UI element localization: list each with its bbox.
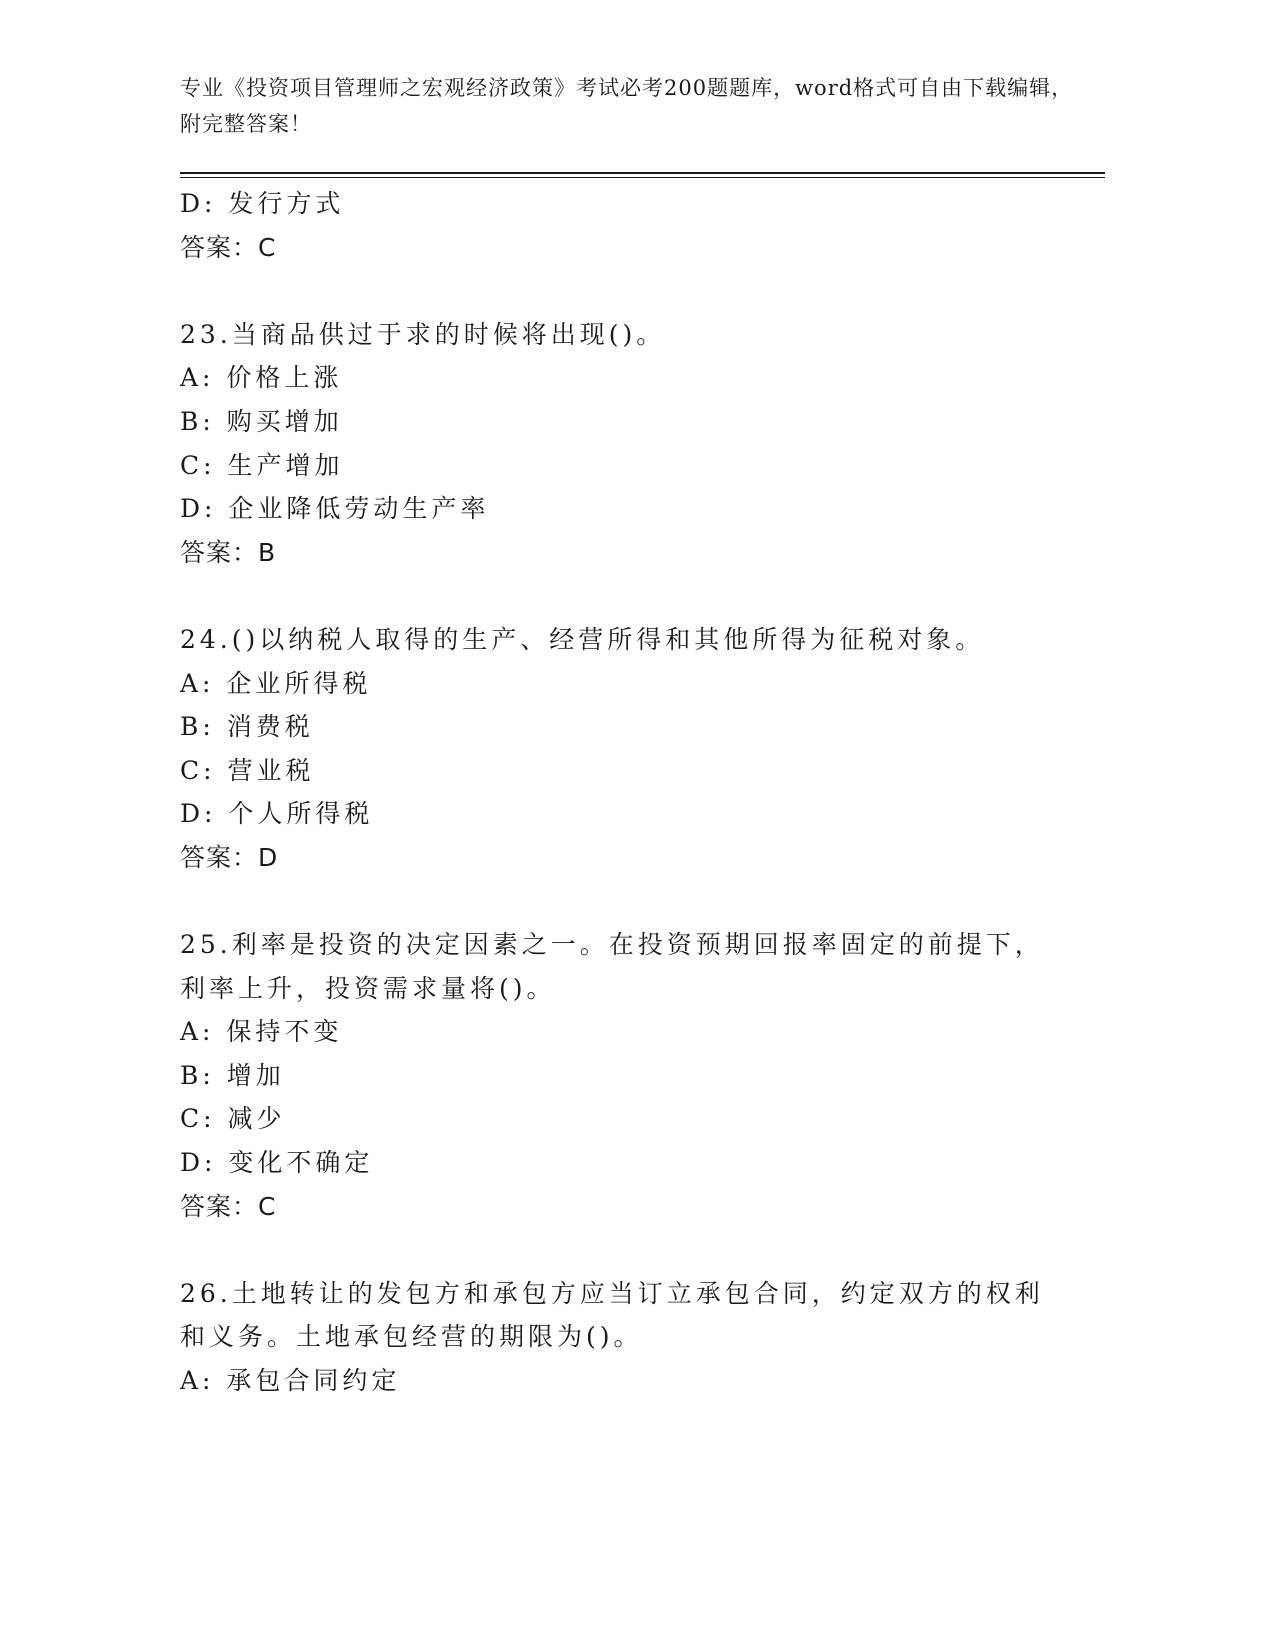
option-c: C: 生产增加: [180, 450, 344, 480]
option-a: A: 承包合同约定: [180, 1366, 401, 1396]
spacer: [180, 880, 1060, 924]
answer: 答案：C: [180, 232, 277, 262]
question-stem: 24.()以纳税人取得的生产、经营所得和其他所得为征税对象。: [180, 624, 985, 654]
option-d: D: 个人所得税: [180, 799, 374, 829]
question-stem: 23.当商品供过于求的时候将出现()。: [180, 319, 666, 349]
option-b: B: 增加: [180, 1060, 285, 1090]
option-d: D: 发行方式: [180, 189, 345, 218]
option-a: A: 企业所得税: [180, 668, 372, 698]
spacer: [180, 269, 1060, 313]
option-d: D: 企业降低劳动生产率: [180, 494, 490, 524]
option-c: C: 减少: [180, 1104, 286, 1134]
document-header: 专业《投资项目管理师之宏观经济政策》考试必考200题题库，word格式可自由下载编辑，附完整答案！: [180, 76, 1074, 136]
question-23: [180, 313, 1060, 575]
option-c: C: 营业税: [180, 755, 315, 785]
option-b: B: 消费税: [180, 712, 314, 742]
question-stem: 25.利率是投资的决定因素之一。在投资预期回报率固定的前提下，利率上升，投资需求量将()。: [180, 930, 1044, 1003]
question-list: [180, 182, 1060, 1403]
option-b: B: 购买增加: [180, 406, 343, 436]
answer: 答案：B: [180, 537, 277, 567]
answer: 答案：C: [180, 1191, 277, 1221]
spacer: [180, 1228, 1060, 1272]
question-stem: 26.土地转让的发包方和承包方应当订立承包合同，约定双方的权利和义务。土地承包经营的期限为()。: [180, 1278, 1044, 1352]
option-a: A: 价格上涨: [180, 363, 343, 393]
option-d: D: 变化不确定: [180, 1148, 374, 1178]
answer: 答案：D: [180, 842, 279, 872]
header-divider-thin: [180, 177, 1105, 178]
spacer: [180, 574, 1060, 618]
question-24: [180, 618, 1060, 880]
header-divider-thick: [180, 172, 1105, 174]
option-a: A: 保持不变: [180, 1017, 343, 1047]
question-25: [180, 923, 1060, 1228]
question-26: [180, 1272, 1060, 1403]
